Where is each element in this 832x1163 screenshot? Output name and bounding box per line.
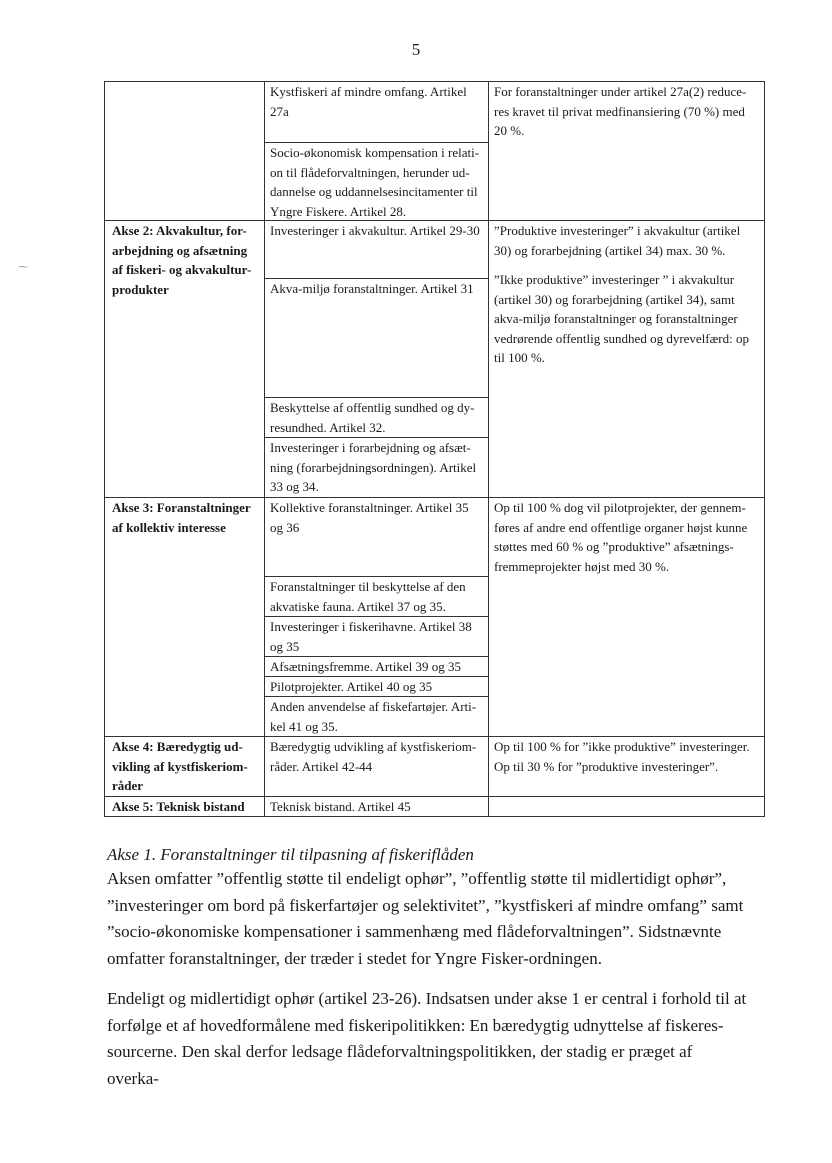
margin-mark: ⁓ bbox=[18, 262, 28, 273]
measure-item: Investeringer i forarbejdning og afsæt-ning (forarbejdningsordningen). Artikel 33 og 34. bbox=[265, 437, 488, 497]
note-cell: For foranstaltninger under artikel 27a(2) reduce-res kravet til privat medfinansiering (70 %) med 20 %. bbox=[489, 82, 765, 221]
funding-table bbox=[104, 81, 765, 817]
note-cell bbox=[489, 221, 765, 498]
note-cell: Op til 100 % for ”ikke produktive” investeringer. Op til 30 % for ”produktive investeringer”. bbox=[489, 737, 765, 797]
measure-item: Bæredygtig udvikling af kystfiskeriom-råder. Artikel 42-44 bbox=[265, 737, 489, 797]
measure-item: Kystfiskeri af mindre omfang. Artikel 27a bbox=[270, 84, 467, 119]
axis-label: Akse 2: Akvakultur, for-arbejdning og afsætning af fiskeri- og akvakultur-produkter bbox=[105, 221, 265, 498]
measure-item: Afsætningsfremme. Artikel 39 og 35 bbox=[265, 656, 488, 676]
note-text: ”Ikke produktive” investeringer ” i akvakultur (artikel 30) og forarbejdning (artikel 34), samt akva-miljø foranstaltninger og foranstaltninger vedrørende offentlig sundhed og dyrevelfærd: op til 100 %. bbox=[494, 272, 749, 365]
measure-cell bbox=[265, 221, 489, 498]
measure-item: Foranstaltninger til beskyttelse af den akvatiske fauna. Artikel 37 og 35. bbox=[265, 576, 488, 616]
paragraph: Aksen omfatter ”offentlig støtte til endeligt ophør”, ”offentlig støtte til midlertidigt ophør”, ”investeringer om bord på fiskerfartøjer og selektivitet”, ”kystfiskeri af mindre omfang” samt ”socio-økonomiske kompensationer i sammenhæng med flådeforvaltningen”. Sidstnævnte omfatter foranstaltninger, der træder i stedet for Yngre Fisker-ordningen. bbox=[107, 869, 744, 968]
note-text: ”Produktive investeringer” i akvakultur (artikel 30) og forarbejdning (artikel 34) max. 30 %. bbox=[494, 223, 741, 258]
measure-item: Kollektive foranstaltninger. Artikel 35 og 36 bbox=[270, 500, 469, 535]
measure-item: Anden anvendelse af fiskefartøjer. Arti-kel 41 og 35. bbox=[265, 696, 488, 736]
table-row bbox=[105, 796, 765, 817]
section-heading: Akse 1. Foranstaltninger til tilpasning af fiskeriflåden bbox=[107, 845, 474, 864]
measure-item: Teknisk bistand. Artikel 45 bbox=[265, 796, 489, 817]
table-row bbox=[105, 737, 765, 797]
axis-label: Akse 4: Bæredygtig ud-vikling af kystfiskeriom-råder bbox=[105, 737, 265, 797]
measure-cell bbox=[265, 82, 489, 221]
axis-cell-empty bbox=[105, 82, 265, 221]
measure-item: Socio-økonomisk kompensation i relati-on til flådeforvaltningen, herunder ud-dannelse og uddannelsesincitamenter til Yngre Fiskere. Artikel 28. bbox=[265, 142, 488, 220]
axis-label: Akse 5: Teknisk bistand bbox=[105, 796, 265, 817]
page-number: 5 bbox=[411, 40, 421, 59]
measure-cell bbox=[265, 498, 489, 737]
measure-item: Beskyttelse af offentlig sundhed og dy-resundhed. Artikel 32. bbox=[265, 397, 488, 437]
axis-label: Akse 3: Foranstaltninger af kollektiv interesse bbox=[105, 498, 265, 737]
note-cell: Op til 100 % dog vil pilotprojekter, der gennem-føres af andre end offentlige organer højst kunne støttes med 60 % og ”produktive” afsætnings-fremmeprojekter højst med 30 %. bbox=[489, 498, 765, 737]
measure-item: Pilotprojekter. Artikel 40 og 35 bbox=[265, 676, 488, 696]
paragraph: Endeligt og midlertidigt ophør (artikel 23-26). Indsatsen under akse 1 er central i forhold til at forfølge et af hovedformålene med fiskeripolitikken: En bæredygtig udnyttelse af fiskeres-sourcerne. Den skal derfor ledsage flådeforvaltningspolitikken, der stadig er præget af overka- bbox=[107, 989, 747, 1088]
measure-item: Investeringer i fiskerihavne. Artikel 38 og 35 bbox=[265, 616, 488, 656]
note-cell bbox=[489, 796, 765, 817]
table-row bbox=[105, 82, 765, 221]
table-row bbox=[105, 498, 765, 737]
table-row bbox=[105, 221, 765, 498]
measure-item: Investeringer i akvakultur. Artikel 29-30 bbox=[270, 223, 480, 238]
measure-item: Akva-miljø foranstaltninger. Artikel 31 bbox=[265, 278, 488, 397]
